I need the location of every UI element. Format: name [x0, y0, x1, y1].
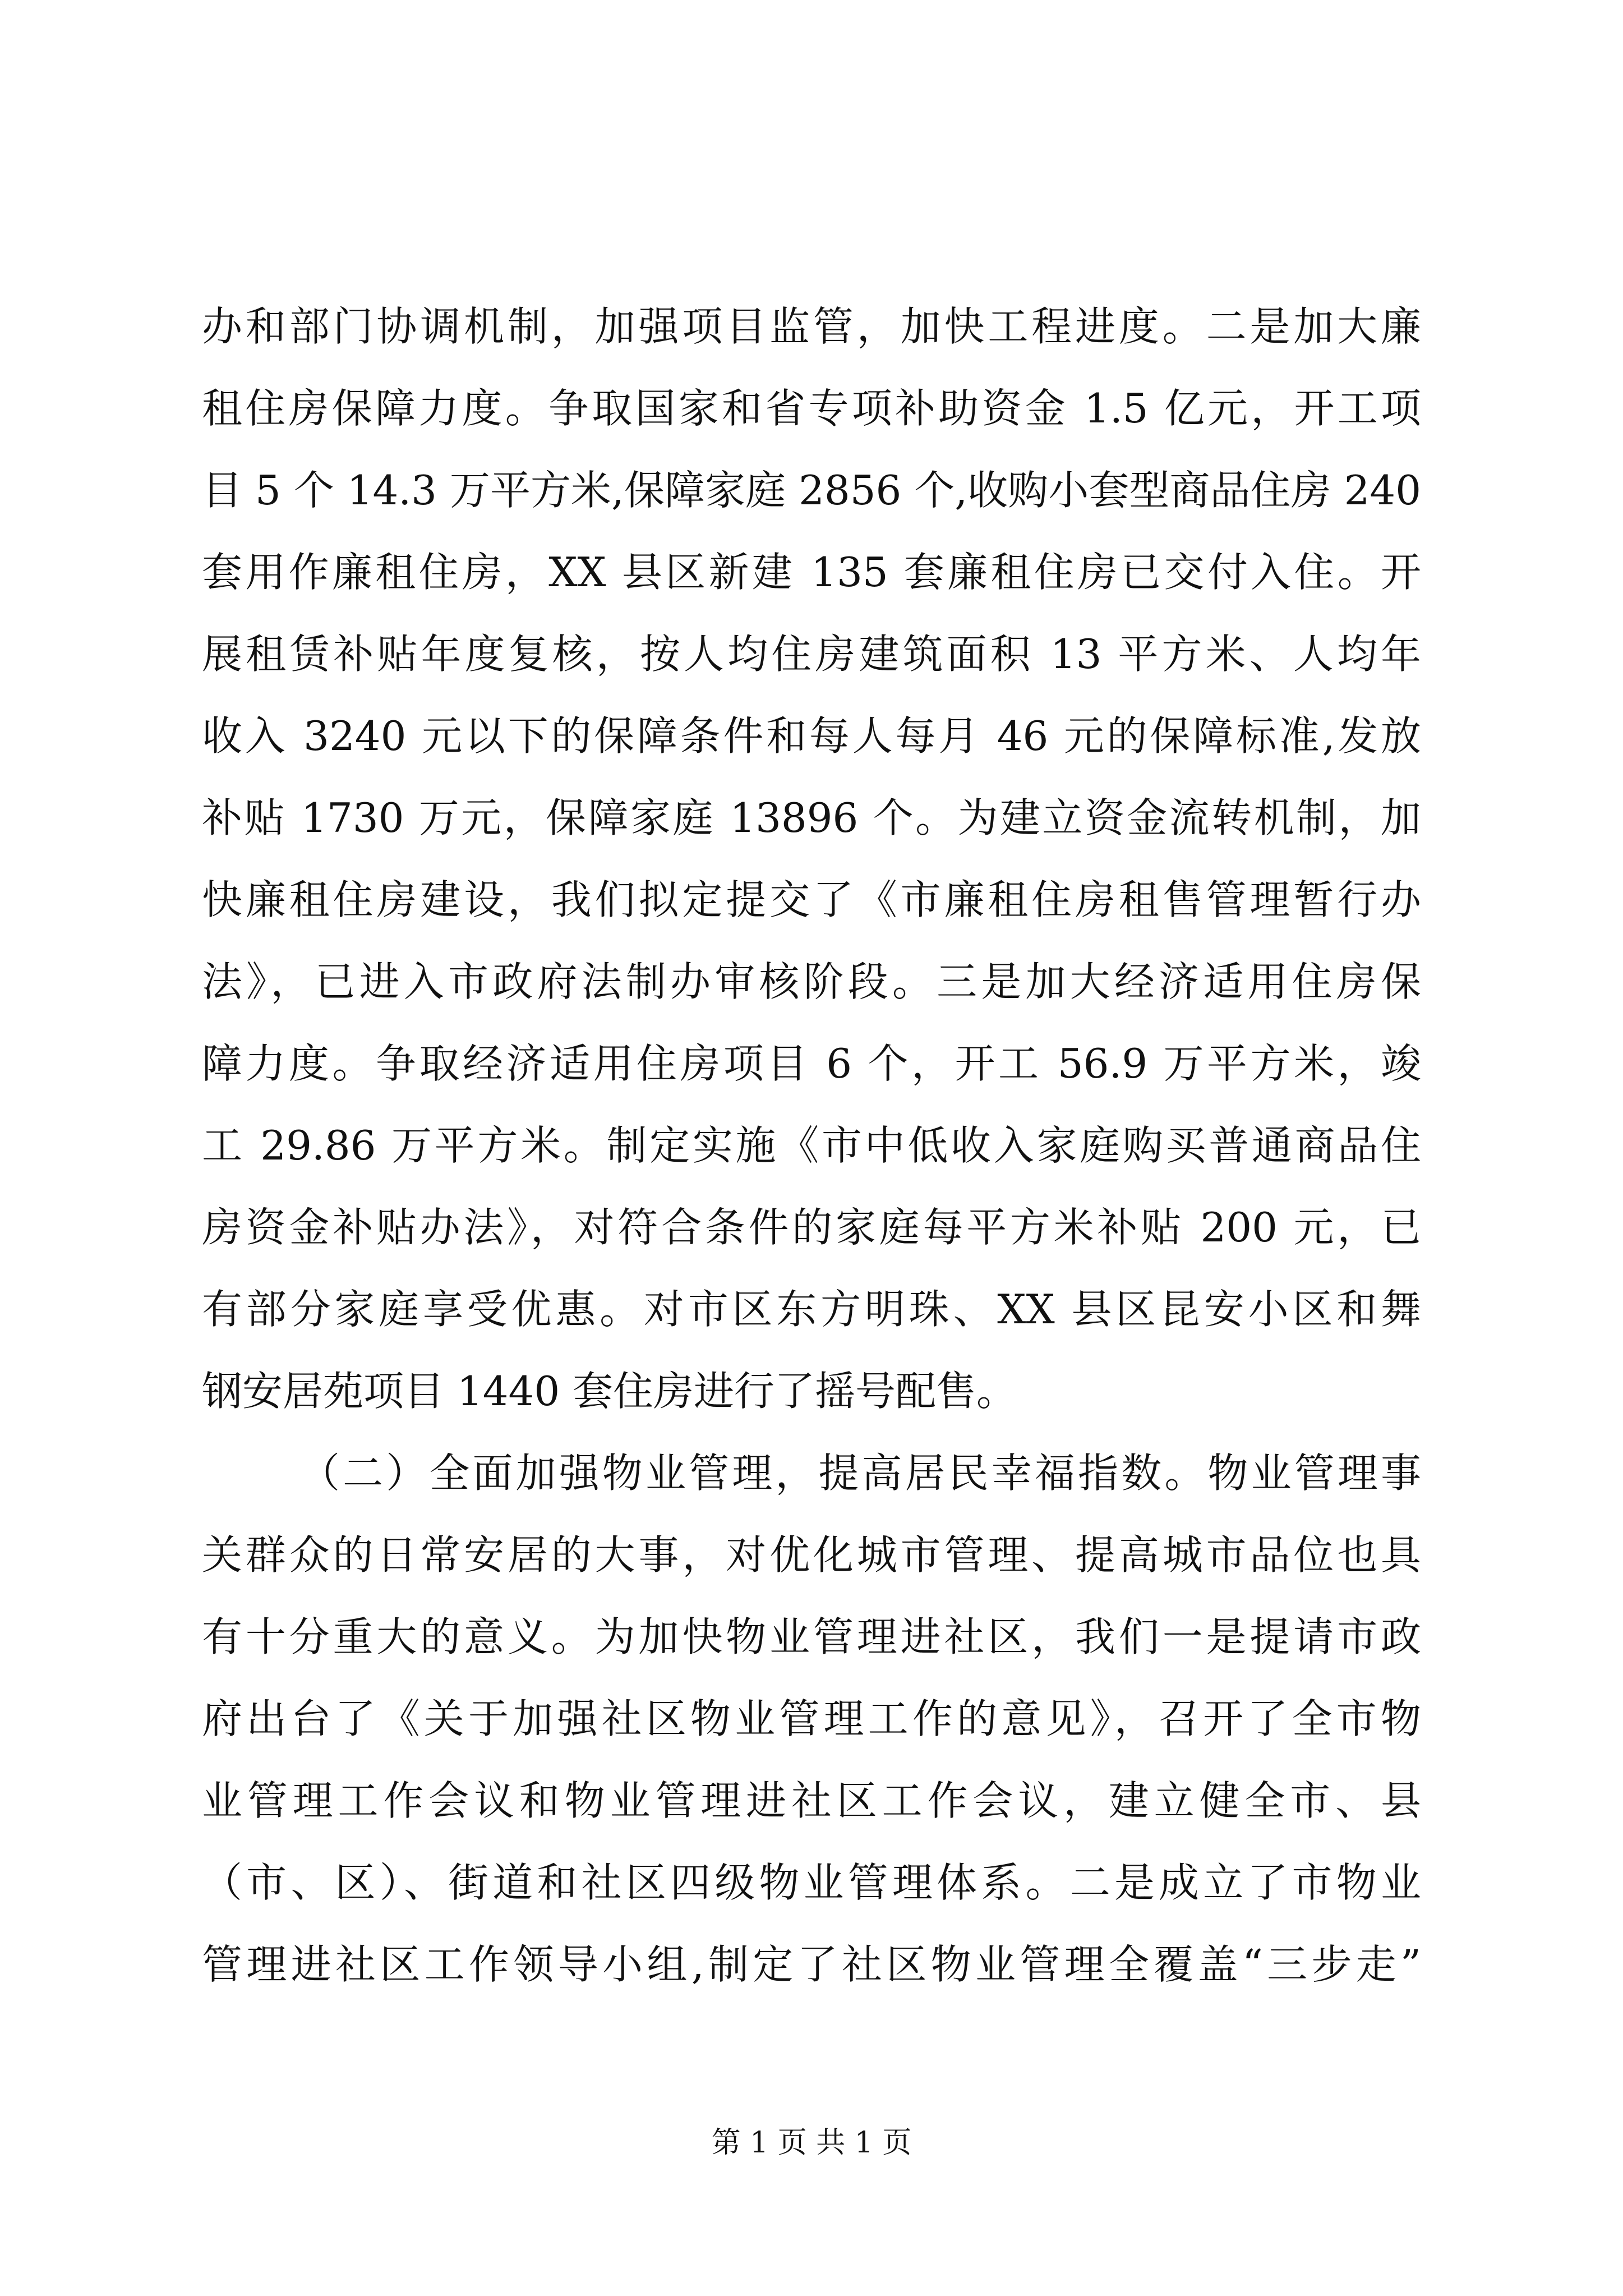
paragraph-1-line-2: 租住房保障力度。争取国家和省专项补助资金 1.5 亿元，开工项 — [202, 385, 1421, 432]
paragraph-1-line-7: 补贴 1730 万元，保障家庭 13896 个。为建立资金流转机制，加 — [202, 794, 1421, 841]
paragraph-2-line-3: 有十分重大的意义。为加快物业管理进社区，我们一是提请市政 — [202, 1613, 1421, 1660]
paragraph-2-line-7: 管理进社区工作领导小组,制定了社区物业管理全覆盖“三步走” — [202, 1941, 1421, 1988]
page-number-footer: 第 1 页 共 1 页 — [711, 2126, 912, 2160]
paragraph-1-line-13: 有部分家庭享受优惠。对市区东方明珠、XX 县区昆安小区和舞 — [202, 1286, 1421, 1333]
paragraph-1-line-10: 障力度。争取经济适用住房项目 6 个，开工 56.9 万平方米，竣 — [202, 1040, 1421, 1087]
paragraph-2-line-2: 关群众的日常安居的大事，对优化城市管理、提高城市品位也具 — [202, 1531, 1421, 1579]
paragraph-2-line-5: 业管理工作会议和物业管理进社区工作会议，建立健全市、县 — [202, 1777, 1421, 1824]
paragraph-1-line-9: 法》，已进入市政府法制办审核阶段。三是加大经济适用住房保 — [202, 958, 1421, 1005]
paragraph-2-line-4: 府出台了《关于加强社区物业管理工作的意见》，召开了全市物 — [202, 1695, 1421, 1742]
paragraph-1-line-5: 展租赁补贴年度复核，按人均住房建筑面积 13 平方米、人均年 — [202, 631, 1421, 678]
paragraph-1-line-1: 办和部门协调机制，加强项目监管，加快工程进度。二是加大廉 — [202, 303, 1421, 350]
paragraph-1-line-6: 收入 3240 元以下的保障条件和每人每月 46 元的保障标准,发放 — [202, 712, 1421, 760]
paragraph-2-line-1: （二）全面加强物业管理，提高居民幸福指数。物业管理事 — [299, 1450, 1421, 1497]
paragraph-1-line-11: 工 29.86 万平方米。制定实施《市中低收入家庭购买普通商品住 — [202, 1122, 1421, 1169]
paragraph-1-line-12: 房资金补贴办法》，对符合条件的家庭每平方米补贴 200 元，已 — [202, 1204, 1421, 1251]
paragraph-1-line-3: 目 5 个 14.3 万平方米,保障家庭 2856 个,收购小套型商品住房 240 — [202, 467, 1421, 514]
paragraph-1-line-8: 快廉租住房建设，我们拟定提交了《市廉租住房租售管理暂行办 — [202, 876, 1421, 923]
paragraph-1-line-4: 套用作廉租住房，XX 县区新建 135 套廉租住房已交付入住。开 — [202, 549, 1421, 596]
paragraph-2-line-6: （市、区）、街道和社区四级物业管理体系。二是成立了市物业 — [202, 1859, 1421, 1906]
paragraph-1-line-14: 钢安居苑项目 1440 套住房进行了摇号配售。 — [202, 1368, 1017, 1415]
